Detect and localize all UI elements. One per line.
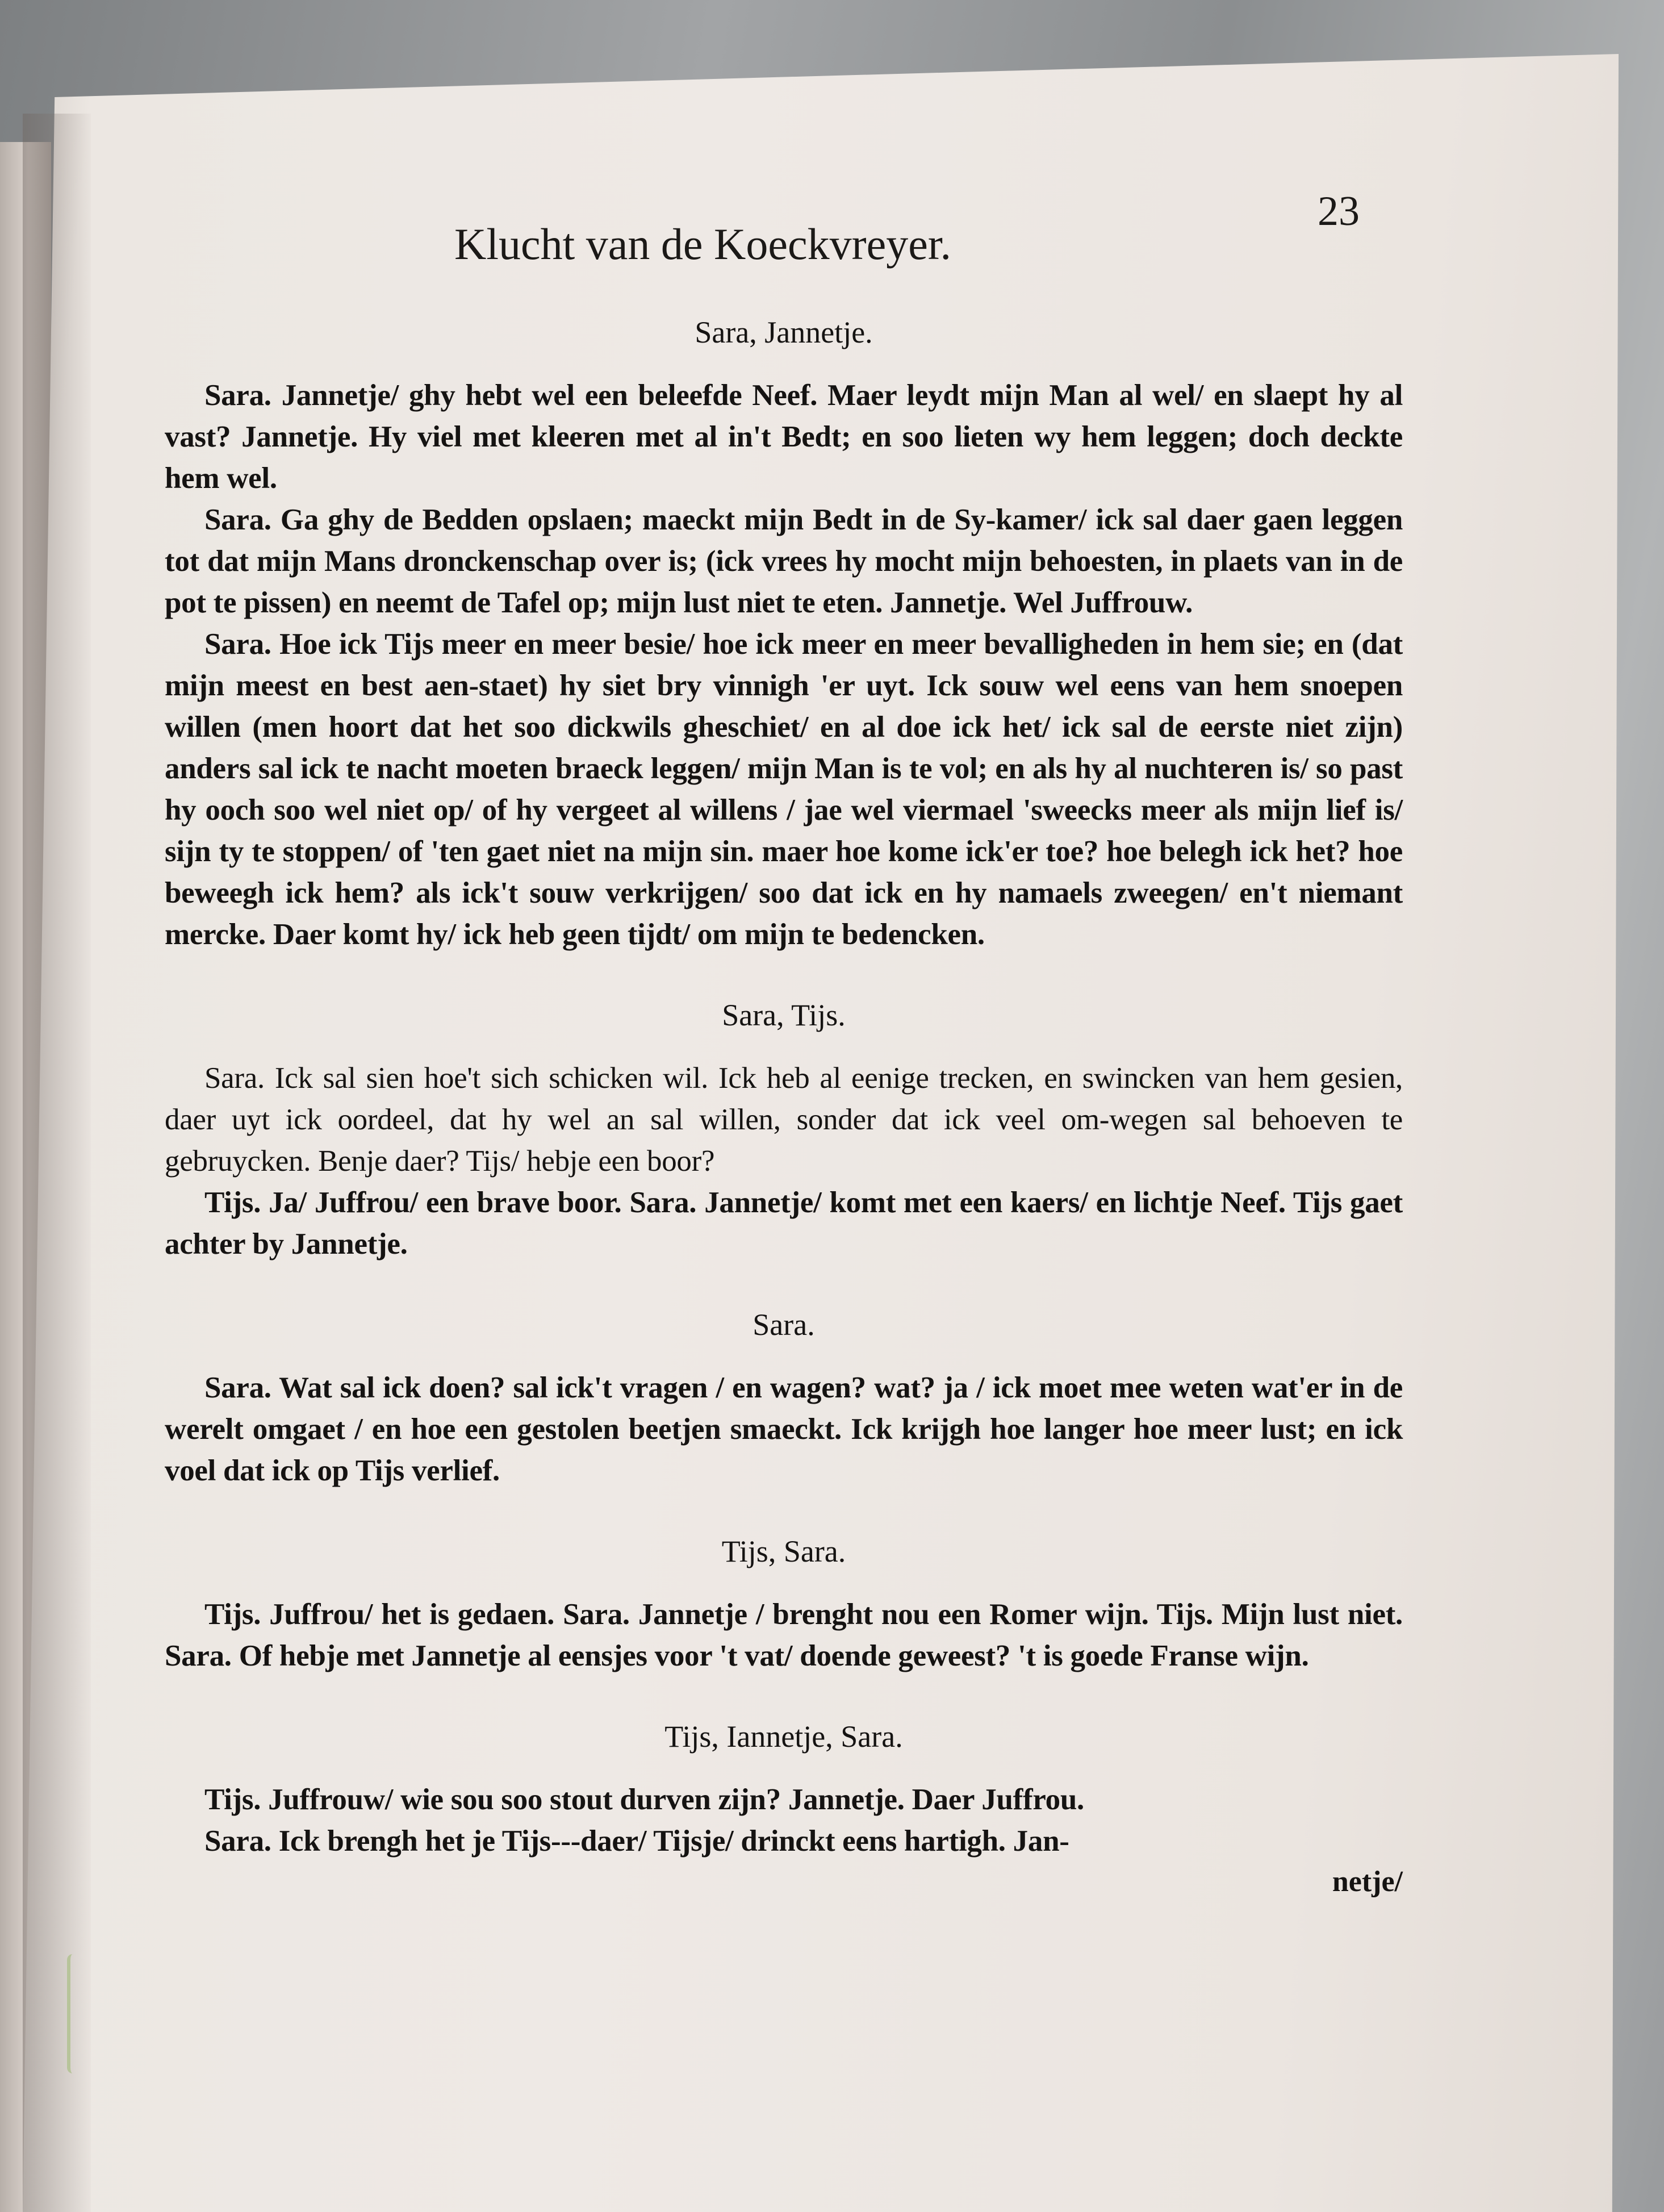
dialogue-paragraph: Tijs. Juffrou/ het is gedaen. Sara. Jannetje / brenght nou een Romer wijn. Tijs. Mijn lust niet. Sara. Of hebje met Jannetje al eensjes voor 't vat/ doende geweest? 't is goede Franse wijn. [165, 1598, 1403, 1672]
dialogue-paragraph: Sara. Ga ghy de Bedden opslaen; maeckt mijn Bedt in de Sy-kamer/ ick sal daer gaen leggen tot dat mijn Mans dronckenschap over is; (ick vrees hy mocht mijn behoesten, in plaets van in de pot te pissen) en neemt de Tafel op; mijn lust niet te eten. Jannetje. Wel Juffrouw. [165, 503, 1403, 619]
scene-heading: Tijs, Sara. [721, 1534, 846, 1568]
dialogue-paragraph: Sara. Jannetje/ ghy hebt wel een beleefde Neef. Maer leydt mijn Man al wel/ en slaept hy al vast? Jannetje. Hy viel met kleeren met al in't Bedt; en soo lieten wy hem leggen; doch deckte hem wel. [165, 379, 1403, 495]
scene-3 [165, 1305, 1403, 1492]
page-gutter-shadow [23, 114, 91, 2212]
scene-4 [165, 1531, 1403, 1677]
scene-heading: Sara, Tijs. [722, 998, 846, 1032]
binding-thread [67, 1954, 85, 2073]
scene-heading: Tijs, Iannetje, Sara. [664, 1719, 903, 1754]
dialogue-paragraph: Sara. Wat sal ick doen? sal ick't vragen / en wagen? wat? ja / ick moet mee weten wat'er in de werelt omgaet / en hoe een gestolen beetjen smaeckt. Ick krijgh hoe langer hoe meer lust; en ick voel dat ick op Tijs verlief. [165, 1371, 1403, 1487]
scene-1 [165, 312, 1403, 955]
scene-heading: Sara. [752, 1308, 815, 1342]
dialogue-paragraph: Sara. Ick sal sien hoe't sich schicken wil. Ick heb al eenige trecken, en swincken van hem gesien, daer uyt ick oordeel, dat hy wel an sal willen, sonder dat ick veel om-wegen sal behoeven te gebruycken. Benje daer? Tijs/ hebje een boor? [165, 1062, 1403, 1178]
page-content [165, 312, 1403, 1902]
catchword: netje/ [1332, 1865, 1403, 1898]
scene-5 [165, 1717, 1403, 1902]
dialogue-paragraph: Tijs. Juffrouw/ wie sou soo stout durven zijn? Jannetje. Daer Juffrou. [204, 1783, 1084, 1816]
scene-2 [165, 995, 1403, 1265]
dialogue-paragraph: Tijs. Ja/ Juffrou/ een brave boor. Sara. Jannetje/ komt met een kaers/ en lichtje Neef. Tijs gaet achter by Jannetje. [165, 1186, 1403, 1261]
page-number: 23 [1318, 188, 1360, 235]
dialogue-paragraph: Sara. Hoe ick Tijs meer en meer besie/ hoe ick meer en meer bevalligheden in hem sie; en (dat mijn meest en best aen-staet) hy siet bry vinnigh 'er uyt. Ick souw wel eens van hem snoepen willen (men hoort dat het soo dickwils gheschiet/ en al doe ick het/ ick sal de eerste niet zijn) anders sal ick te nacht moeten braeck leggen/ mijn Man is te vol; en als hy al nuchteren is/ so past hy ooch soo wel niet op/ of hy vergeet al willens / jae wel viermael 'sweecks meer als mijn lief is/ sijn ty te stoppen/ of 'ten gaet niet na mijn sin. maer hoe kome ick'er toe? hoe belegh ick het? hoe beweegh ick hem? als ick't souw verkrijgen/ soo dat ick en hy namaels zweegen/ en't niemant mercke. Daer komt hy/ ick heb geen tijdt/ om mijn te bedencken. [165, 628, 1403, 951]
dialogue-paragraph: Sara. Ick brengh het je Tijs---daer/ Tijsje/ drinckt eens hartigh. Jan- [204, 1825, 1069, 1858]
scene-heading: Sara, Jannetje. [695, 315, 873, 349]
running-title: Klucht van de Koeckvreyer. [454, 219, 951, 269]
